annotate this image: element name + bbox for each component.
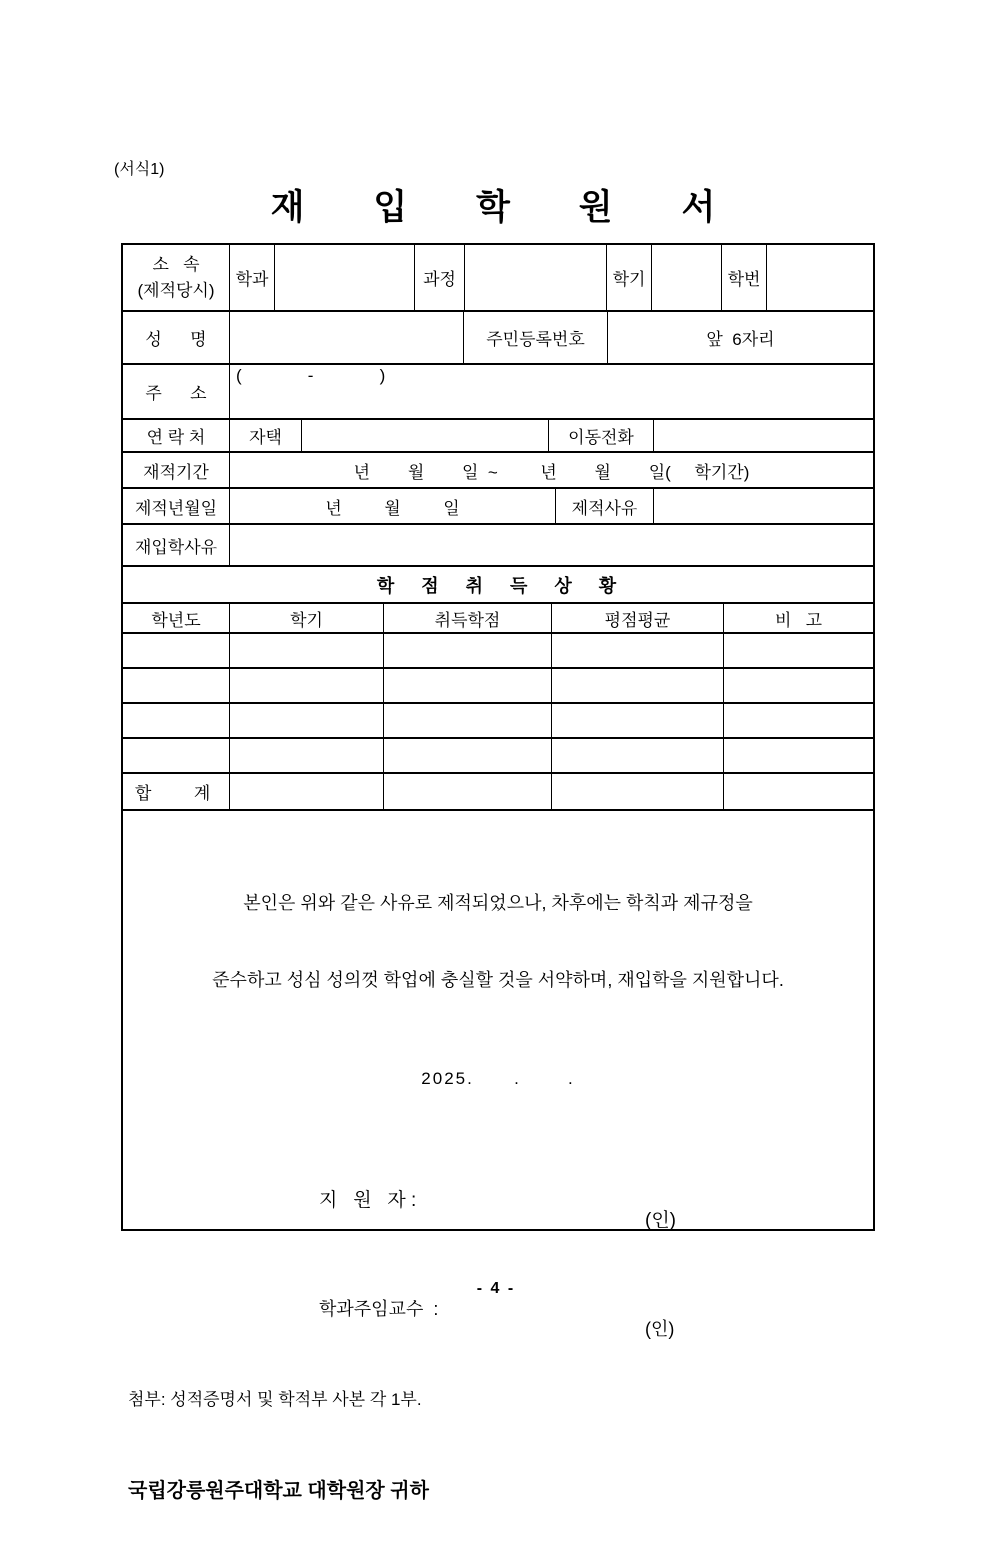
enrollment-period-value-cell: 년 월 일 ~ 년 월 일( 학기간): [229, 453, 873, 487]
row-enrollment-period: [123, 451, 873, 487]
home-phone-value-cell: [301, 420, 548, 451]
credit-cell-empty: [551, 774, 723, 809]
credit-cell-empty: [551, 704, 723, 737]
applicant-label: 지 원 자 :: [319, 1190, 417, 1211]
credit-empty-row: [123, 702, 873, 737]
credit-cell-empty: [551, 669, 723, 702]
credit-header-semester: 학기: [229, 604, 383, 632]
semester-value-cell: [651, 245, 721, 310]
expulsion-date-label: 제적년월일: [134, 498, 218, 518]
rrn-label: 주민등록번호: [463, 312, 607, 363]
course-label: 과정: [414, 245, 464, 310]
credit-cell-empty: [229, 774, 383, 809]
credit-section-title: 학 점 취 득 상 황: [376, 575, 620, 596]
applicant-seal-mark: (인): [645, 1210, 677, 1231]
credit-total-label: 합 계: [135, 784, 211, 803]
credit-cell-empty: [229, 704, 383, 737]
credit-cell-empty: [229, 669, 383, 702]
credit-cell-empty: [723, 774, 873, 809]
applicant-signature-line: [123, 1165, 873, 1231]
row-address: [123, 363, 873, 418]
credit-cell-empty: [383, 669, 551, 702]
credit-empty-row: [123, 667, 873, 702]
row-pledge: [123, 809, 873, 1502]
row-expulsion: [123, 487, 873, 523]
credit-total-row: [123, 772, 873, 809]
expulsion-reason-value-cell: [653, 489, 873, 523]
credit-empty-row: [123, 632, 873, 667]
row-credit-section-title: [123, 565, 873, 602]
credit-cell-empty: [383, 739, 551, 772]
student-no-value-cell: [766, 245, 873, 310]
credit-header-gpa: 평점평균: [551, 604, 723, 632]
credit-cell-empty: [723, 704, 873, 737]
application-form-table: [121, 243, 875, 1502]
row-name: [123, 310, 873, 363]
credit-header-year: 학년도: [151, 610, 201, 630]
affiliation-label: [123, 245, 229, 310]
credit-header-note: 비 고: [723, 604, 873, 632]
affiliation-label-line1: 소 속: [152, 254, 200, 274]
readmission-reason-label: 재입학사유: [134, 537, 218, 557]
course-value-cell: [464, 245, 606, 310]
address-label: 주 소: [145, 384, 207, 403]
name-value-cell: [229, 312, 463, 363]
rrn-hint-cell: 앞 6자리: [607, 312, 873, 363]
credit-cell-empty: [123, 634, 229, 667]
credit-cell-empty: [723, 739, 873, 772]
page-number: - 4 -: [476, 1280, 516, 1297]
pledge-line1: 본인은 위와 같은 사유로 제적되었으나, 차후에는 학칙과 제규정을: [243, 893, 753, 913]
contact-label: 연 락 처: [146, 428, 206, 447]
expulsion-date-value-cell: 년 월 일: [229, 489, 555, 523]
credit-cell-empty: [123, 739, 229, 772]
credit-cell-empty: [123, 669, 229, 702]
row-readmission-reason: [123, 523, 873, 565]
semester-label: 학기: [606, 245, 651, 310]
credit-cell-empty: [723, 669, 873, 702]
pledge-block: [123, 811, 873, 1502]
name-label: 성 명: [145, 330, 207, 349]
dept-value-cell: [274, 245, 414, 310]
affiliation-label-line2: (제적당시): [137, 280, 215, 300]
form-number-tag: (서식1): [114, 161, 165, 178]
advisor-seal-mark: (인): [645, 1319, 675, 1339]
pledge-line2: 준수하고 성심 성의껏 학업에 충실할 것을 서약하며, 재입학을 지원합니다.: [212, 970, 784, 990]
dept-label: 학과: [229, 245, 274, 310]
credit-cell-empty: [123, 704, 229, 737]
expulsion-reason-label: 제적사유: [555, 489, 653, 523]
credit-cell-empty: [383, 704, 551, 737]
credit-empty-row: [123, 737, 873, 772]
address-value-cell: ( - ): [229, 365, 873, 418]
page-title: 재 입 학 원 서: [270, 188, 722, 227]
credit-table-header-row: [123, 602, 873, 632]
row-affiliation: [123, 245, 873, 310]
credit-header-credits: 취득학점: [383, 604, 551, 632]
advisor-label: 학과주임교수 :: [319, 1299, 439, 1319]
credit-cell-empty: [383, 774, 551, 809]
enrollment-period-label: 재적기간: [143, 462, 209, 482]
mobile-phone-value-cell: [653, 420, 873, 451]
credit-cell-empty: [383, 634, 551, 667]
pledge-date: 2025. . .: [421, 1069, 575, 1088]
credit-cell-empty: [229, 739, 383, 772]
attachment-note: 첨부: 성적증명서 및 학적부 사본 각 1부.: [128, 1390, 422, 1409]
mobile-phone-label: 이동전화: [548, 420, 653, 451]
recipient-line: 국립강릉원주대학교 대학원장 귀하: [128, 1480, 429, 1502]
row-contact: [123, 418, 873, 451]
credit-cell-empty: [551, 634, 723, 667]
credit-cell-empty: [229, 634, 383, 667]
credit-cell-empty: [551, 739, 723, 772]
student-no-label: 학번: [721, 245, 766, 310]
readmission-reason-value-cell: [229, 525, 873, 565]
home-phone-label: 자택: [229, 420, 301, 451]
credit-cell-empty: [723, 634, 873, 667]
